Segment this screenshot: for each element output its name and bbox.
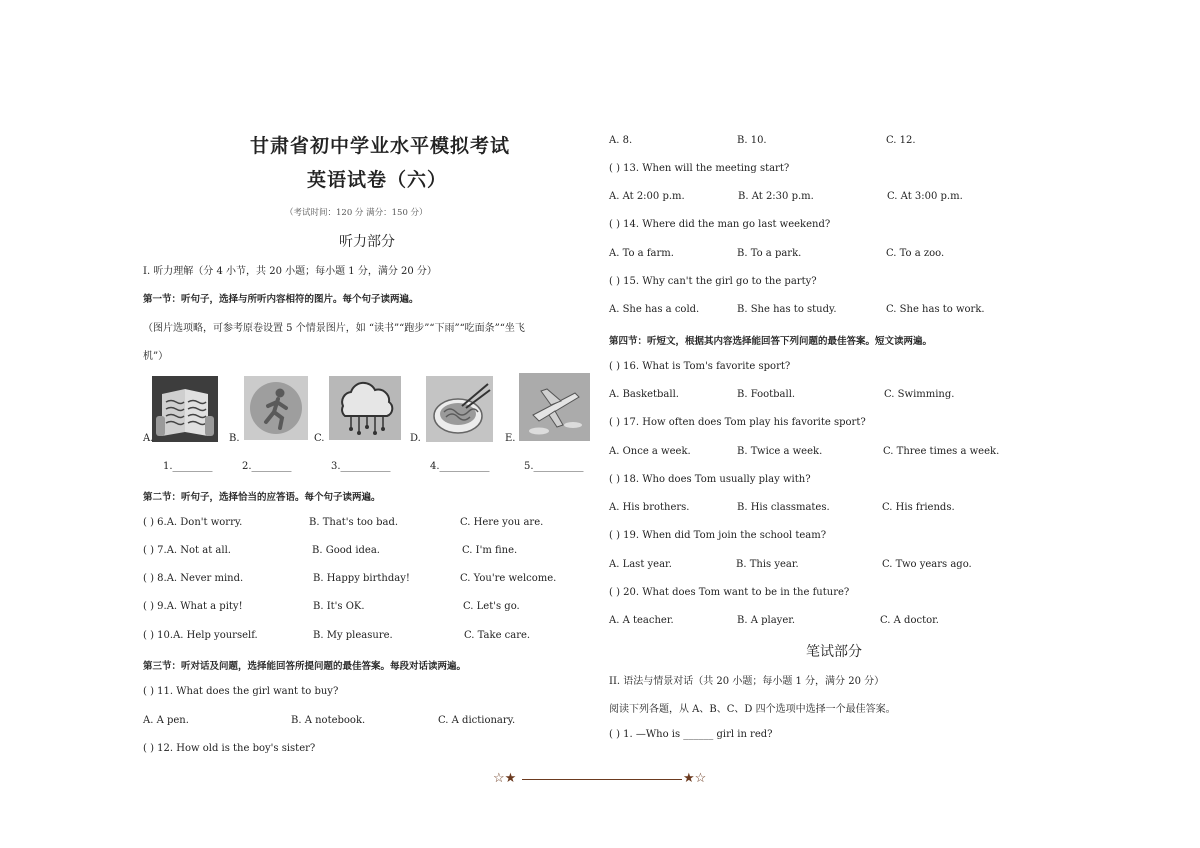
option-18b: B. His classmates. [737,502,830,513]
option-20a: A. A teacher. [609,615,674,626]
option-20b: B. A player. [737,615,796,626]
question-13: ( ) 13. When will the meeting start? [609,163,790,174]
section2-heading: 第二节：听句子，选择恰当的应答语。每个句子读两遍。 [143,492,381,503]
question-10: ( ) 10.A. Help yourself. [143,630,258,641]
option-20c: C. A doctor. [880,615,939,626]
option-7c: C. I'm fine. [462,545,518,556]
question-14: ( ) 14. Where did the man go last weekend? [609,219,831,230]
airplane-icon [519,373,590,441]
option-9b: B. It's OK. [313,601,365,612]
footer-divider [522,779,682,780]
answer-blank-1[interactable]: 1.________ [163,461,213,472]
picture-label-d: D. [410,433,421,444]
writing-question-1: ( ) 1. —Who is ______ girl in red? [609,729,773,740]
picture-label-b: B. [229,433,240,444]
writing-instruction: 阅读下列各题，从 A、B、C、D 四个选项中选择一个最佳答案。 [609,704,896,715]
option-13c: C. At 3:00 p.m. [887,191,963,202]
option-17b: B. Twice a week. [737,446,823,457]
option-14a: A. To a farm. [609,248,674,259]
noodle-bowl-icon [426,376,493,442]
question-9: ( ) 9.A. What a pity! [143,601,243,612]
option-15a: A. She has a cold. [609,304,700,315]
question-8: ( ) 8.A. Never mind. [143,573,244,584]
picture-label-c: C. [314,433,325,444]
option-17c: C. Three times a week. [883,446,1000,457]
listening-intro: I. 听力理解（分 4 小节，共 20 小题；每小题 1 分，满分 20 分） [143,266,437,277]
option-11a: A. A pen. [143,715,189,726]
section1-note-cont: 机”） [143,351,169,362]
option-12a: A. 8. [609,135,633,146]
option-8b: B. Happy birthday! [313,573,410,584]
question-16: ( ) 16. What is Tom's favorite sport? [609,361,791,372]
answer-blank-4[interactable]: 4.__________ [430,461,490,472]
option-19a: A. Last year. [609,559,672,570]
question-18: ( ) 18. Who does Tom usually play with? [609,474,811,485]
section1-heading: 第一节：听句子，选择与所听内容相符的图片。每个句子读两遍。 [143,294,419,305]
question-11: ( ) 11. What does the girl want to buy? [143,686,339,697]
option-6b: B. That's too bad. [309,517,399,528]
rain-cloud-icon [329,376,401,440]
footer-stars-left: ☆★ [493,771,517,786]
question-15: ( ) 15. Why can't the girl go to the party? [609,276,817,287]
option-15c: C. She has to work. [886,304,985,315]
option-16c: C. Swimming. [884,389,955,400]
section1-note: （图片选项略，可参考原卷设置 5 个情景图片，如 “读书”“跑步”“下雨”“吃面条”“坐飞 [143,323,525,334]
option-18a: A. His brothers. [609,502,690,513]
option-18c: C. His friends. [882,502,955,513]
option-15b: B. She has to study. [737,304,837,315]
question-6: ( ) 6.A. Don't worry. [143,517,243,528]
question-7: ( ) 7.A. Not at all. [143,545,231,556]
exam-title: 甘肃省初中学业水平模拟考试 [250,135,511,157]
question-20: ( ) 20. What does Tom want to be in the future? [609,587,850,598]
option-19b: B. This year. [736,559,799,570]
option-13a: A. At 2:00 p.m. [609,191,685,202]
option-12c: C. 12. [886,135,916,146]
writing-heading: 笔试部分 [806,644,862,660]
answer-blank-2[interactable]: 2.________ [242,461,292,472]
option-14b: B. To a park. [737,248,802,259]
option-17a: A. Once a week. [609,446,691,457]
option-6c: C. Here you are. [460,517,544,528]
option-19c: C. Two years ago. [882,559,972,570]
exam-info: （考试时间：120 分 满分：150 分） [285,208,428,218]
picture-label-e: E. [505,433,516,444]
running-person-icon [244,376,308,440]
question-17: ( ) 17. How often does Tom play his favorite sport? [609,417,866,428]
answer-blank-3[interactable]: 3.__________ [331,461,391,472]
option-12b: B. 10. [737,135,767,146]
option-8c: C. You're welcome. [460,573,557,584]
section4-heading: 第四节：听短文，根据其内容选择能回答下列问题的最佳答案。短文读两遍。 [609,336,933,347]
option-14c: C. To a zoo. [886,248,945,259]
exam-subtitle: 英语试卷（六） [307,169,448,191]
option-16b: B. Football. [737,389,796,400]
option-16a: A. Basketball. [609,389,679,400]
writing-intro: II. 语法与情景对话（共 20 小题；每小题 1 分，满分 20 分） [609,676,885,687]
footer-stars-right: ★☆ [683,771,707,786]
answer-blank-5[interactable]: 5.__________ [524,461,584,472]
option-10c: C. Take care. [464,630,531,641]
question-12: ( ) 12. How old is the boy's sister? [143,743,316,754]
option-7b: B. Good idea. [312,545,380,556]
option-13b: B. At 2:30 p.m. [738,191,814,202]
reading-book-icon [152,376,218,442]
section3-heading: 第三节：听对话及问题，选择能回答所提问题的最佳答案。每段对话读两遍。 [143,661,467,672]
option-9c: C. Let's go. [463,601,520,612]
option-11c: C. A dictionary. [438,715,516,726]
picture-label-a: A. [143,433,154,444]
listening-heading: 听力部分 [339,234,395,250]
question-19: ( ) 19. When did Tom join the school team? [609,530,827,541]
option-10b: B. My pleasure. [313,630,393,641]
option-11b: B. A notebook. [291,715,366,726]
